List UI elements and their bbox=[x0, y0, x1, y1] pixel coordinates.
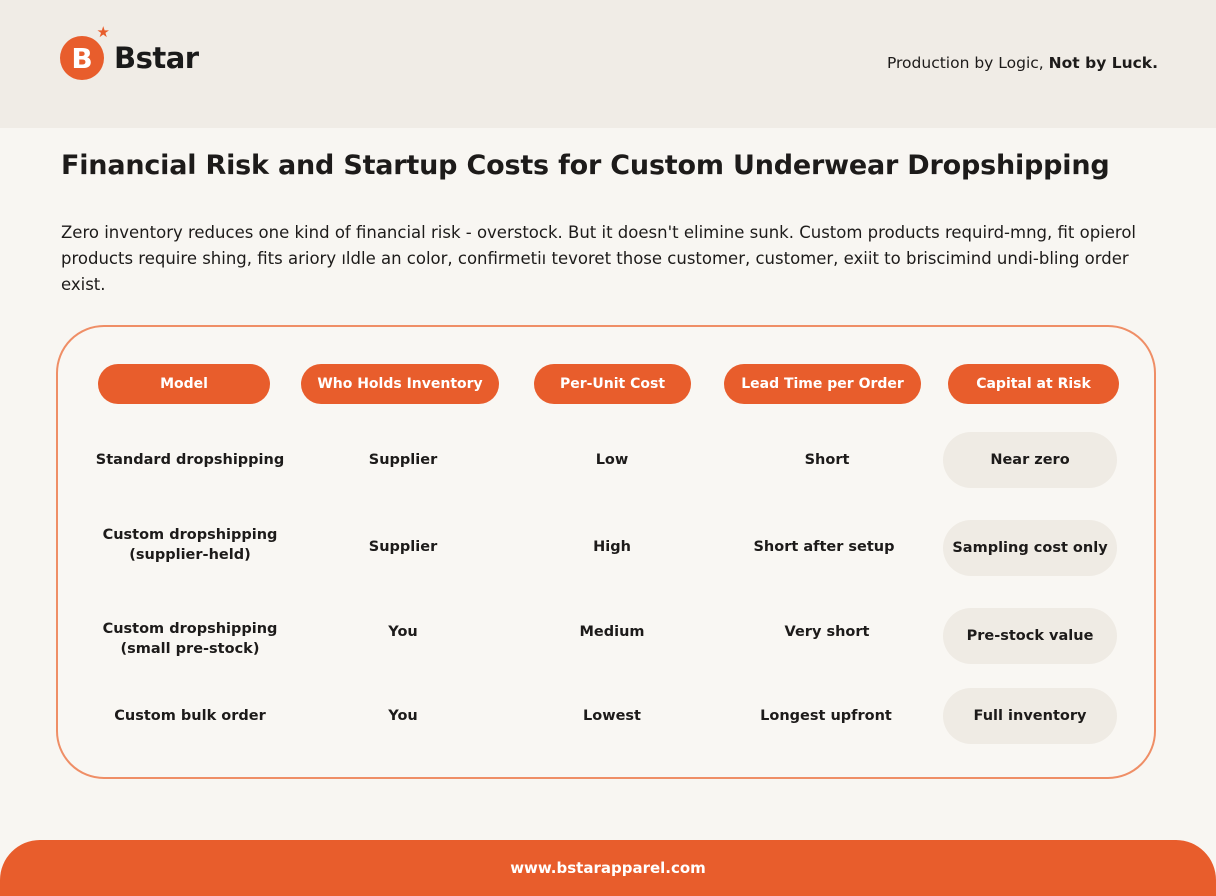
logo-letter: B bbox=[71, 41, 93, 75]
row-2-unit-cost: High bbox=[593, 539, 631, 555]
row-2-capital-at-risk: Sampling cost only bbox=[943, 520, 1117, 576]
tagline-bold: Not by Luck. bbox=[1048, 54, 1158, 72]
row-4-inventory: You bbox=[388, 708, 418, 724]
tagline bbox=[887, 54, 1158, 72]
row-4-unit-cost: Lowest bbox=[583, 708, 641, 724]
row-4-lead-time: Longest upfront bbox=[760, 708, 892, 724]
row-3-unit-cost: Medium bbox=[579, 624, 645, 640]
comparison-table-card bbox=[56, 325, 1156, 779]
brand-name: Bstar bbox=[114, 41, 199, 75]
row-1-lead-time: Short bbox=[804, 452, 850, 468]
row-1-capital-at-risk: Near zero bbox=[943, 432, 1117, 488]
row-3-capital-at-risk: Pre-stock value bbox=[943, 608, 1117, 664]
intro-paragraph bbox=[61, 220, 1161, 298]
header-capital-at-risk: Capital at Risk bbox=[948, 364, 1119, 404]
row-1-model: Standard dropshipping bbox=[95, 452, 285, 468]
row-1-unit-cost: Low bbox=[595, 452, 629, 468]
row-1-inventory: Supplier bbox=[368, 452, 438, 468]
logo-mark bbox=[60, 23, 110, 80]
footer-bar bbox=[0, 840, 1216, 896]
row-2-lead-time: Short after setup bbox=[753, 539, 895, 555]
header-per-unit-cost: Per-Unit Cost bbox=[534, 364, 691, 404]
intro-line-2: products require shing, fits ariory ıldle an color, confirmetiı tevoret those customer, customer, exiit to briscimind undi-bling order exist. bbox=[61, 249, 1129, 294]
row-4-model: Custom bulk order bbox=[114, 708, 266, 724]
tagline-regular: Production by Logic, bbox=[886, 54, 1044, 72]
row-3-inventory: You bbox=[388, 624, 418, 640]
brand-logo[interactable] bbox=[60, 23, 199, 80]
star-icon: ★ bbox=[96, 23, 110, 41]
page-title: Financial Risk and Startup Costs for Custom Underwear Dropshipping bbox=[61, 150, 1110, 181]
header-who-holds-inventory: Who Holds Inventory bbox=[301, 364, 499, 404]
row-2-inventory: Supplier bbox=[368, 539, 438, 555]
header-model: Model bbox=[98, 364, 270, 404]
intro-line-1: Zero inventory reduces one kind of financial risk - overstock. But it doesn't elimine sunk. Custom products requird-mng, fit opierol bbox=[61, 223, 1136, 242]
row-3-lead-time: Very short bbox=[784, 624, 870, 640]
row-2-model: Custom dropshipping (supplier-held) bbox=[102, 527, 278, 563]
website-link[interactable]: www.bstarapparel.com bbox=[510, 859, 706, 877]
row-4-capital-at-risk: Full inventory bbox=[943, 688, 1117, 744]
row-3-model: Custom dropshipping (small pre-stock) bbox=[102, 621, 278, 657]
header-lead-time: Lead Time per Order bbox=[724, 364, 921, 404]
